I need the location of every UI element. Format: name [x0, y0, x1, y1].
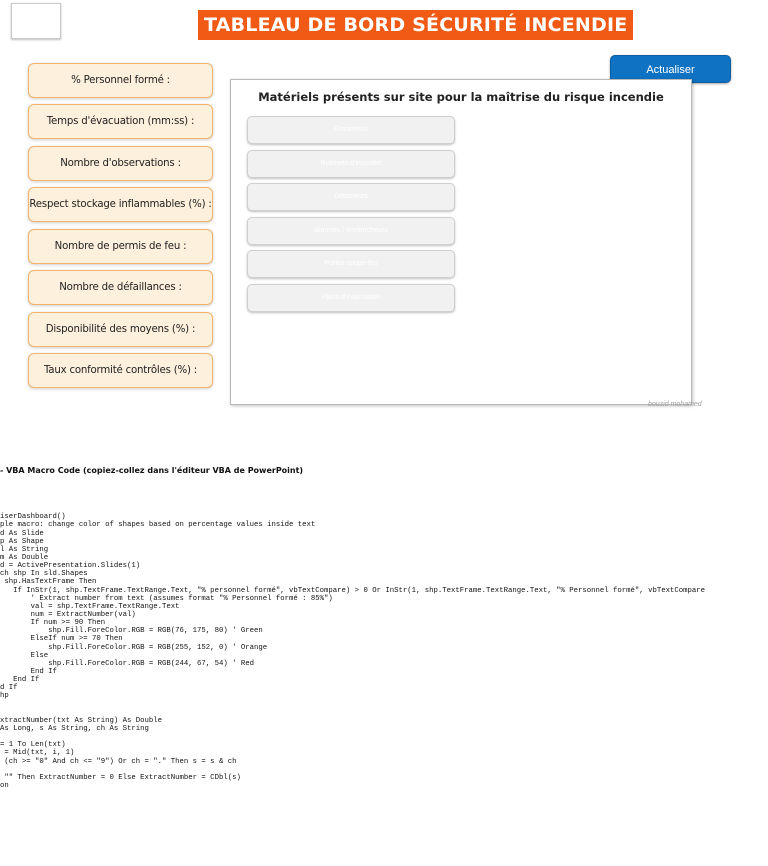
code-line: (ch >= "0" And ch <= "9") Or ch = "." Then s = s & ch — [0, 757, 237, 766]
code-line: = Mid(txt, i, 1) — [0, 749, 75, 758]
code-line — [0, 709, 768, 717]
code-line: ch shp In sld.Shapes — [0, 570, 88, 579]
equipment-button[interactable]: Portes coupe-feu — [247, 250, 455, 278]
code-line — [0, 701, 768, 709]
equipment-panel-title: Matériels présents sur site pour la maîtrise du risque incendie — [258, 90, 664, 104]
code-line: shp.HasTextFrame Then — [0, 578, 97, 587]
code-line: "" Then ExtractNumber = 0 Else ExtractNumber = CDbl(s) — [0, 773, 241, 782]
code-line: p As Shape — [0, 537, 44, 546]
kpi-card-personnel-forme[interactable]: % Personnel formé : — [28, 63, 213, 98]
code-line: End If — [0, 676, 40, 685]
code-line: d If — [0, 684, 18, 693]
code-line: d As Slide — [0, 529, 44, 538]
code-line: Else — [0, 651, 49, 660]
kpi-card-observations[interactable]: Nombre d'observations : — [28, 146, 213, 181]
code-line: d = ActivePresentation.Slides(1) — [0, 562, 141, 571]
code-line: If num >= 90 Then — [0, 619, 106, 628]
code-line: on — [0, 781, 9, 790]
code-line: = 1 To Len(txt) — [0, 741, 66, 750]
code-line — [0, 505, 768, 513]
vba-section-heading: - VBA Macro Code (copiez-collez dans l'éditeur VBA de PowerPoint) — [0, 466, 304, 475]
code-line: As Long, s As String, ch As String — [0, 724, 149, 733]
code-line: val = shp.TextFrame.TextRange.Text — [0, 602, 180, 611]
code-line: ' Extract number from text (assumes format "% Personnel formé : 85%") — [0, 594, 333, 603]
kpi-card-conformite-controles[interactable]: Taux conformité contrôles (%) : — [28, 353, 213, 388]
code-line: ple macro: change color of shapes based on percentage values inside text — [0, 521, 316, 530]
kpi-card-permis-de-feu[interactable]: Nombre de permis de feu : — [28, 229, 213, 264]
equipment-button[interactable]: Alarmes / déclencheurs — [247, 217, 455, 245]
code-line: ElseIf num >= 70 Then — [0, 635, 123, 644]
code-line: l As String — [0, 545, 49, 554]
code-line — [0, 733, 768, 741]
code-line: iserDashboard() — [0, 513, 66, 522]
code-line: num = ExtractNumber(val) — [0, 610, 136, 619]
refresh-button[interactable]: Actualiser — [610, 55, 731, 83]
equipment-button[interactable]: Extincteurs — [247, 116, 455, 144]
kpi-card-stockage-inflammables[interactable]: Respect stockage inflammables (%) : — [28, 187, 213, 222]
code-line: xtractNumber(txt As String) As Double — [0, 716, 163, 725]
equipment-panel — [230, 79, 692, 405]
code-line: shp.Fill.ForeColor.RGB = RGB(255, 152, 0) ' Orange — [0, 643, 268, 652]
code-line — [0, 766, 768, 774]
equipment-button[interactable]: Plans d'évacuation — [247, 284, 455, 312]
code-line — [0, 497, 768, 505]
kpi-card-disponibilite-moyens[interactable]: Disponibilité des moyens (%) : — [28, 312, 213, 347]
kpi-card-temps-evacuation[interactable]: Temps d'évacuation (mm:ss) : — [28, 104, 213, 139]
author-credit: bouzid mohamed — [648, 401, 702, 408]
equipment-button[interactable]: Détecteurs — [247, 183, 455, 211]
code-line: End If — [0, 667, 57, 676]
dashboard-title: TABLEAU DE BORD SÉCURITÉ INCENDIE — [198, 10, 633, 40]
code-line: hp — [0, 692, 9, 701]
code-line: If InStr(1, shp.TextFrame.TextRange.Text, "% personnel formé", vbTextCompare) > 0 Or InStr(1, shp.TextFrame.TextRange.Text, "% Personnel formé", vbTextCompare — [0, 586, 705, 595]
code-line: shp.Fill.ForeColor.RGB = RGB(244, 67, 54) ' Red — [0, 659, 254, 668]
code-line: m As Double — [0, 553, 49, 562]
vba-code-block — [0, 497, 768, 857]
logo-placeholder — [11, 3, 61, 39]
code-line: shp.Fill.ForeColor.RGB = RGB(76, 175, 80) ' Green — [0, 627, 263, 636]
kpi-card-defaillances[interactable]: Nombre de défaillances : — [28, 270, 213, 305]
equipment-button[interactable]: Robinets d'incendie — [247, 150, 455, 178]
